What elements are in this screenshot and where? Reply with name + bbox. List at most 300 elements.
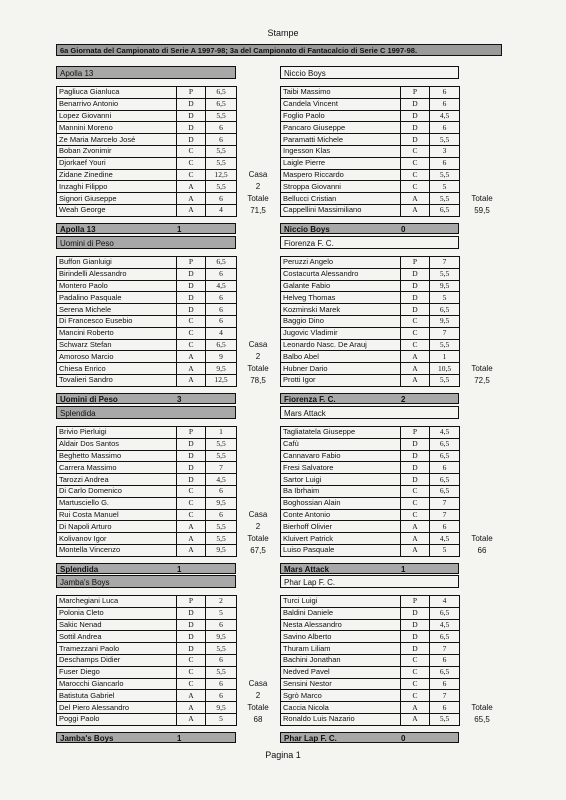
player-row: [281, 607, 460, 619]
player-row: [281, 204, 460, 216]
player-score: 7: [430, 509, 460, 521]
away-totale-label: Totale: [471, 702, 493, 712]
score-goals: 1: [401, 564, 406, 574]
away-total: 72,5: [474, 375, 490, 385]
player-score: 9,5: [430, 315, 460, 327]
player-name: Marchegiani Luca: [57, 596, 177, 608]
player-name: Montella Vincenzo: [57, 544, 177, 556]
away-players-table: [280, 256, 460, 387]
player-name: Sensini Nestor: [281, 678, 401, 690]
player-role: C: [401, 181, 430, 193]
player-role: C: [401, 315, 430, 327]
player-role: D: [177, 474, 206, 486]
player-name: Mancini Roberto: [57, 327, 177, 339]
player-role: C: [177, 339, 206, 351]
player-score: 5,5: [206, 181, 237, 193]
player-name: Cannavaro Fabio: [281, 450, 401, 462]
player-role: D: [177, 450, 206, 462]
player-row: [57, 98, 237, 110]
player-name: Mannini Moreno: [57, 122, 177, 134]
home-team-header: Uomini di Peso: [56, 236, 236, 249]
player-row: [281, 485, 460, 497]
player-row: [57, 666, 237, 678]
player-name: Di Francesco Eusebio: [57, 315, 177, 327]
player-role: A: [401, 702, 430, 714]
player-row: [281, 157, 460, 169]
player-row: [57, 654, 237, 666]
player-name: Kolivanov Igor: [57, 533, 177, 545]
player-row: [281, 666, 460, 678]
player-role: D: [177, 268, 206, 280]
player-row: [57, 438, 237, 450]
player-row: [281, 193, 460, 205]
player-score: 6: [206, 654, 237, 666]
player-row: [281, 87, 460, 99]
player-row: [57, 643, 237, 655]
player-score: 6: [430, 654, 460, 666]
player-score: 5,5: [206, 666, 237, 678]
player-row: [57, 110, 237, 122]
player-role: D: [177, 438, 206, 450]
player-row: [281, 450, 460, 462]
player-name: Sgrò Marco: [281, 690, 401, 702]
player-role: D: [177, 280, 206, 292]
player-score: 5,5: [430, 193, 460, 205]
player-name: Kluivert Patrick: [281, 533, 401, 545]
player-role: P: [177, 596, 206, 608]
player-score: 6,5: [430, 485, 460, 497]
player-name: Leonardo Nasc. De Arauj: [281, 339, 401, 351]
player-score: 6: [430, 678, 460, 690]
player-score: 6: [206, 619, 237, 631]
player-score: 4,5: [206, 280, 237, 292]
player-score: 4: [206, 204, 237, 216]
player-role: D: [177, 462, 206, 474]
score-goals: 3: [177, 394, 182, 404]
player-row: [57, 292, 237, 304]
player-row: [281, 509, 460, 521]
player-role: D: [177, 98, 206, 110]
player-row: [57, 690, 237, 702]
player-score: 5,5: [430, 169, 460, 181]
player-row: [57, 315, 237, 327]
player-name: Turci Luigi: [281, 596, 401, 608]
score-team-name: Mars Attack: [284, 564, 330, 574]
casa-bonus: 2: [255, 521, 261, 531]
player-score: 12,5: [206, 169, 237, 181]
home-total: 67,5: [250, 545, 266, 555]
player-row: [57, 257, 237, 269]
player-score: 5,5: [206, 521, 237, 533]
player-name: Kozminski Marek: [281, 304, 401, 316]
away-players-table: [280, 86, 460, 217]
home-team-header: Splendida: [56, 406, 236, 419]
player-role: D: [401, 631, 430, 643]
player-score: 6,5: [430, 450, 460, 462]
player-role: C: [401, 509, 430, 521]
player-name: Foglio Paolo: [281, 110, 401, 122]
score-goals: 0: [401, 224, 406, 234]
player-role: D: [401, 643, 430, 655]
player-score: 5,5: [430, 268, 460, 280]
player-role: A: [401, 374, 430, 386]
player-row: [281, 145, 460, 157]
player-name: Signori Giuseppe: [57, 193, 177, 205]
player-name: Djorkaef Youri: [57, 157, 177, 169]
player-role: C: [401, 145, 430, 157]
player-row: [57, 134, 237, 146]
player-name: Ronaldo Luis Nazario: [281, 713, 401, 725]
player-score: 6: [430, 122, 460, 134]
player-name: Savino Alberto: [281, 631, 401, 643]
player-name: Thuram Liliam: [281, 643, 401, 655]
player-score: 6,5: [430, 204, 460, 216]
player-name: Poggi Paolo: [57, 713, 177, 725]
casa-bonus: 2: [255, 181, 261, 191]
player-row: [281, 544, 460, 556]
player-name: Pagliuca Gianluca: [57, 87, 177, 99]
match-block: [56, 406, 502, 576]
score-team-name: Uomini di Peso: [60, 394, 118, 404]
player-row: [281, 462, 460, 474]
player-name: Sottil Andrea: [57, 631, 177, 643]
player-row: [281, 339, 460, 351]
player-name: Marocchi Giancarlo: [57, 678, 177, 690]
player-name: Jugovic Vladimir: [281, 327, 401, 339]
player-row: [281, 427, 460, 439]
player-role: P: [401, 427, 430, 439]
player-role: C: [177, 678, 206, 690]
casa-bonus: 2: [255, 351, 261, 361]
player-row: [57, 521, 237, 533]
player-role: P: [177, 257, 206, 269]
player-name: Protti Igor: [281, 374, 401, 386]
away-team-header: Niccio Boys: [280, 66, 459, 79]
home-players-table: [56, 426, 237, 557]
player-score: 6: [206, 485, 237, 497]
score-team-name: Jamba's Boys: [60, 733, 114, 743]
player-score: 12,5: [206, 374, 237, 386]
player-score: 4,5: [430, 110, 460, 122]
player-score: 5: [206, 713, 237, 725]
player-name: Nesta Alessandro: [281, 619, 401, 631]
player-row: [57, 280, 237, 292]
casa-label: Casa: [248, 679, 268, 689]
player-role: A: [177, 363, 206, 375]
player-name: Bierhoff Olivier: [281, 521, 401, 533]
player-role: D: [177, 607, 206, 619]
player-name: Martusciello G.: [57, 497, 177, 509]
player-role: A: [401, 351, 430, 363]
home-total: 78,5: [250, 375, 266, 385]
player-name: Zidane Zinedine: [57, 169, 177, 181]
score-team-name: Splendida: [60, 564, 99, 574]
player-row: [281, 98, 460, 110]
player-score: 6: [206, 268, 237, 280]
player-row: [281, 363, 460, 375]
player-role: D: [177, 643, 206, 655]
player-name: Weah George: [57, 204, 177, 216]
player-row: [281, 134, 460, 146]
home-players-table: [56, 595, 237, 726]
player-role: P: [401, 87, 430, 99]
away-team-header: Phar Lap F. C.: [280, 575, 459, 588]
player-name: Boban Zvonimir: [57, 145, 177, 157]
player-score: 9,5: [206, 497, 237, 509]
match-block: [56, 66, 502, 236]
away-score-bar: [280, 223, 459, 234]
player-role: D: [177, 110, 206, 122]
player-score: 6: [206, 292, 237, 304]
player-name: Carrera Massimo: [57, 462, 177, 474]
score-team-name: Phar Lap F. C.: [284, 733, 337, 743]
player-role: C: [401, 497, 430, 509]
player-name: Ba Ibrhaim: [281, 485, 401, 497]
player-role: A: [177, 713, 206, 725]
player-name: Serena Michele: [57, 304, 177, 316]
away-totale-label: Totale: [471, 363, 493, 373]
player-name: Inzaghi Filippo: [57, 181, 177, 193]
player-name: Chiesa Enrico: [57, 363, 177, 375]
player-row: [57, 193, 237, 205]
player-row: [281, 315, 460, 327]
player-name: Di Carlo Domenico: [57, 485, 177, 497]
player-name: Ingesson Klas: [281, 145, 401, 157]
score-goals: 2: [401, 394, 406, 404]
player-score: 5: [430, 181, 460, 193]
match-block: [56, 236, 502, 406]
player-role: P: [177, 87, 206, 99]
player-name: Tramezzani Paolo: [57, 643, 177, 655]
player-row: [57, 157, 237, 169]
player-role: A: [401, 363, 430, 375]
player-row: [57, 678, 237, 690]
casa-label: Casa: [248, 340, 268, 350]
home-team-header: Jamba's Boys: [56, 575, 236, 588]
player-role: D: [401, 292, 430, 304]
player-role: A: [401, 521, 430, 533]
player-score: 6: [430, 702, 460, 714]
player-row: [57, 363, 237, 375]
player-name: Balbo Abel: [281, 351, 401, 363]
player-role: D: [401, 474, 430, 486]
score-team-name: Fiorenza F. C.: [284, 394, 336, 404]
player-role: D: [177, 631, 206, 643]
away-team-header: Mars Attack: [280, 406, 459, 419]
match-block: [56, 575, 502, 745]
away-score-bar: [280, 393, 459, 404]
player-role: D: [401, 304, 430, 316]
player-role: A: [177, 533, 206, 545]
player-row: [57, 497, 237, 509]
player-row: [281, 110, 460, 122]
player-role: D: [401, 98, 430, 110]
score-goals: 1: [177, 224, 182, 234]
player-role: C: [177, 315, 206, 327]
player-role: A: [177, 702, 206, 714]
player-name: Beghetto Massimo: [57, 450, 177, 462]
player-row: [57, 122, 237, 134]
player-name: Brivio Pierluigi: [57, 427, 177, 439]
player-row: [281, 619, 460, 631]
player-name: Ze Maria Marcelo José: [57, 134, 177, 146]
player-name: Paramatti Michele: [281, 134, 401, 146]
player-role: D: [401, 268, 430, 280]
player-row: [281, 596, 460, 608]
player-row: [57, 462, 237, 474]
player-row: [281, 351, 460, 363]
player-role: D: [401, 450, 430, 462]
player-score: 6,5: [430, 631, 460, 643]
home-players-table: [56, 256, 237, 387]
player-role: A: [177, 521, 206, 533]
player-role: A: [177, 690, 206, 702]
player-row: [57, 474, 237, 486]
home-score-bar: [56, 223, 236, 234]
player-score: 5: [206, 607, 237, 619]
player-role: D: [401, 110, 430, 122]
player-score: 6,5: [430, 304, 460, 316]
away-totale-label: Totale: [471, 193, 493, 203]
player-score: 7: [206, 462, 237, 474]
player-row: [281, 631, 460, 643]
home-score-bar: [56, 732, 236, 743]
player-name: Birindelli Alessandro: [57, 268, 177, 280]
player-row: [57, 339, 237, 351]
score-team-name: Apolla 13: [60, 224, 96, 234]
player-score: 5,5: [206, 438, 237, 450]
score-goals: 0: [401, 733, 406, 743]
player-name: Stroppa Giovanni: [281, 181, 401, 193]
player-role: C: [401, 678, 430, 690]
score-goals: 1: [177, 564, 182, 574]
player-score: 6,5: [430, 666, 460, 678]
away-totale-label: Totale: [471, 533, 493, 543]
player-score: 4: [206, 327, 237, 339]
player-row: [281, 292, 460, 304]
player-role: A: [401, 544, 430, 556]
player-score: 6: [206, 304, 237, 316]
player-role: C: [177, 654, 206, 666]
player-score: 7: [430, 497, 460, 509]
player-row: [281, 169, 460, 181]
player-score: 9,5: [206, 702, 237, 714]
player-name: Baldini Daniele: [281, 607, 401, 619]
player-score: 7: [430, 327, 460, 339]
player-name: Costacurta Alessandro: [281, 268, 401, 280]
player-name: Sakic Nenad: [57, 619, 177, 631]
player-row: [281, 122, 460, 134]
player-row: [57, 596, 237, 608]
player-row: [281, 702, 460, 714]
player-row: [281, 643, 460, 655]
player-role: D: [401, 462, 430, 474]
player-score: 6: [206, 134, 237, 146]
player-row: [281, 304, 460, 316]
player-score: 4,5: [430, 619, 460, 631]
player-score: 9: [206, 351, 237, 363]
player-name: Schwarz Stefan: [57, 339, 177, 351]
player-score: 7: [430, 643, 460, 655]
player-score: 6: [206, 690, 237, 702]
away-team-header: Fiorenza F. C.: [280, 236, 459, 249]
player-score: 5,5: [206, 643, 237, 655]
player-name: Di Napoli Arturo: [57, 521, 177, 533]
player-score: 6,5: [206, 98, 237, 110]
player-role: C: [401, 339, 430, 351]
player-name: Buffon Gianluigi: [57, 257, 177, 269]
player-score: 6,5: [430, 607, 460, 619]
player-role: A: [177, 204, 206, 216]
player-role: A: [177, 351, 206, 363]
player-name: Taibi Massimo: [281, 87, 401, 99]
player-role: C: [177, 327, 206, 339]
player-row: [281, 438, 460, 450]
player-name: Aldair Dos Santos: [57, 438, 177, 450]
player-name: Baggio Dino: [281, 315, 401, 327]
player-name: Nedved Pavel: [281, 666, 401, 678]
player-score: 9,5: [206, 544, 237, 556]
home-team-header: Apolla 13: [56, 66, 236, 79]
player-row: [57, 509, 237, 521]
player-name: Tarozzi Andrea: [57, 474, 177, 486]
player-row: [57, 450, 237, 462]
player-score: 7: [430, 257, 460, 269]
player-row: [281, 280, 460, 292]
player-row: [281, 268, 460, 280]
player-name: Tovalieri Sandro: [57, 374, 177, 386]
player-name: Sartor Luigi: [281, 474, 401, 486]
player-row: [57, 169, 237, 181]
player-row: [57, 533, 237, 545]
player-role: A: [177, 374, 206, 386]
home-score-bar: [56, 393, 236, 404]
player-name: Caccia Nicola: [281, 702, 401, 714]
player-row: [57, 619, 237, 631]
player-role: D: [177, 122, 206, 134]
player-role: A: [401, 533, 430, 545]
player-name: Bellucci Cristian: [281, 193, 401, 205]
player-row: [281, 257, 460, 269]
player-score: 5,5: [430, 374, 460, 386]
player-score: 10,5: [430, 363, 460, 375]
round-banner: 6a Giornata del Campionato di Serie A 1997-98; 3a del Campionato di Fantacalcio di Serie C 1997-98.: [56, 44, 502, 56]
player-score: 4,5: [206, 474, 237, 486]
player-score: 5,5: [206, 450, 237, 462]
player-score: 6,5: [206, 87, 237, 99]
player-row: [57, 181, 237, 193]
player-role: D: [177, 304, 206, 316]
casa-bonus: 2: [255, 690, 261, 700]
player-name: Polonia Cleto: [57, 607, 177, 619]
page-title: Stampe: [267, 28, 299, 38]
player-role: C: [401, 666, 430, 678]
player-row: [57, 145, 237, 157]
player-row: [281, 181, 460, 193]
player-score: 5: [430, 292, 460, 304]
player-name: Fresi Salvatore: [281, 462, 401, 474]
player-row: [281, 690, 460, 702]
player-score: 2: [206, 596, 237, 608]
player-row: [281, 654, 460, 666]
player-row: [57, 87, 237, 99]
player-row: [281, 497, 460, 509]
player-score: 6: [206, 315, 237, 327]
home-score-bar: [56, 563, 236, 574]
player-score: 6: [430, 98, 460, 110]
player-role: A: [401, 713, 430, 725]
player-row: [57, 427, 237, 439]
